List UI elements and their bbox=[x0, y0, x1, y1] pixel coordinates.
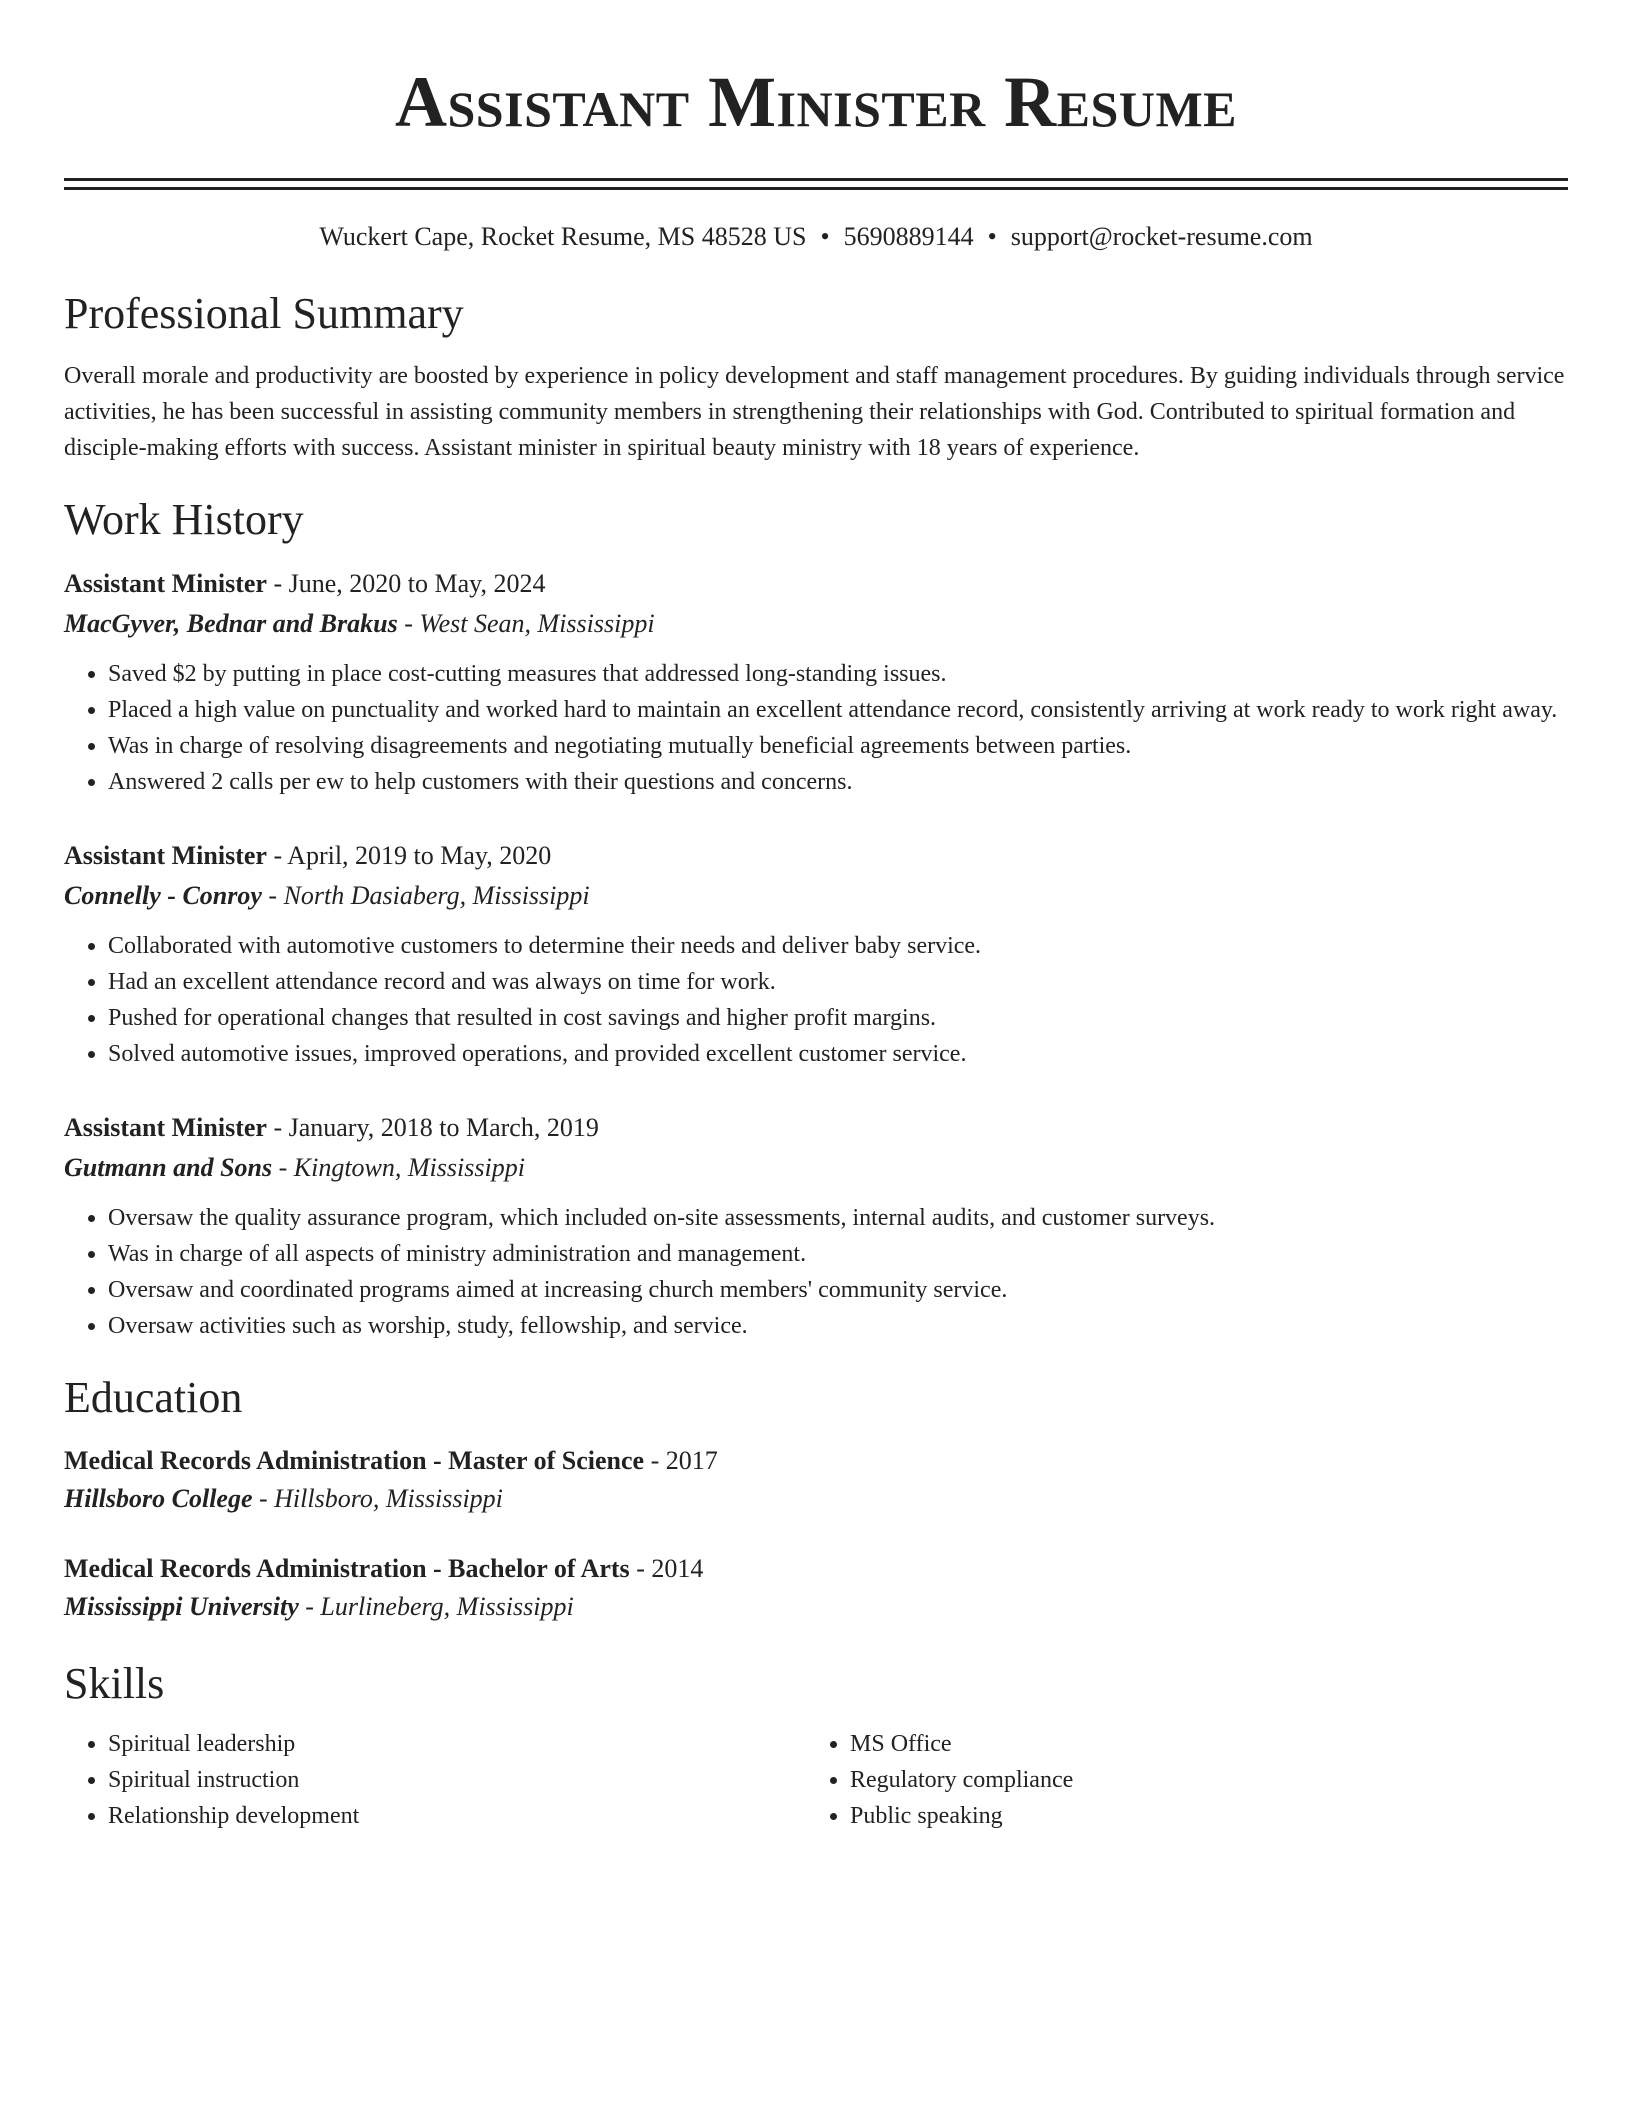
summary-text: Overall morale and productivity are boosted by experience in policy development and staff management procedures. By guiding individuals through service activities, he has been successful in assisting community members in strengthening their relationships with God. Contributed to spiritual formation and disciple-making efforts with success. Assistant minister in spiritual beauty ministry with 18 years of experience. bbox=[64, 363, 1565, 461]
job-role: Assistant Minister bbox=[64, 841, 267, 870]
contact-separator: • bbox=[987, 222, 997, 251]
resume-title: Assistant Minister Resume bbox=[395, 62, 1237, 142]
skill-item: • Spiritual instruction bbox=[108, 1762, 806, 1798]
job-duties bbox=[64, 656, 1568, 800]
job-duty-item: • Oversaw and coordinated programs aimed at increasing church members' community service. bbox=[108, 1272, 1568, 1308]
education-location: - Hillsboro, Mississippi bbox=[252, 1484, 503, 1513]
job-duty-item: • Was in charge of resolving disagreements and negotiating mutually beneficial agreements between parties. bbox=[108, 728, 1568, 764]
job-header bbox=[64, 1108, 1568, 1148]
contact-separator: • bbox=[820, 222, 830, 251]
education-degree: Medical Records Administration - Bachelor of Arts bbox=[64, 1554, 630, 1583]
education-institution bbox=[64, 1480, 1568, 1518]
education-school: Hillsboro College bbox=[64, 1484, 253, 1513]
education-year: - 2014 bbox=[629, 1554, 704, 1583]
job-duty-item: • Oversaw the quality assurance program, which included on-site assessments, internal audits, and customer surveys. bbox=[108, 1200, 1568, 1236]
job-location: - Kingtown, Mississippi bbox=[272, 1153, 525, 1182]
job-duty-item: • Placed a high value on punctuality and worked hard to maintain an excellent attendance record, consistently arriving at work ready to work right away. bbox=[108, 692, 1568, 728]
job-header bbox=[64, 836, 1568, 876]
job-entry bbox=[64, 564, 1568, 800]
job-header bbox=[64, 564, 1568, 604]
job-company: Connelly - Conroy bbox=[64, 881, 262, 910]
job-role: Assistant Minister bbox=[64, 569, 267, 598]
job-employer bbox=[64, 604, 1568, 644]
education-header bbox=[64, 1442, 1568, 1480]
job-duty-item: • Collaborated with automotive customers to determine their needs and deliver baby service. bbox=[108, 928, 1568, 964]
job-duty-item: • Saved $2 by putting in place cost-cutting measures that addressed long-standing issues. bbox=[108, 656, 1568, 692]
contact-email: support@rocket-resume.com bbox=[1010, 222, 1313, 251]
contact-phone: 5690889144 bbox=[843, 222, 974, 251]
skills-list-left bbox=[64, 1726, 806, 1834]
job-duty-item: • Was in charge of all aspects of ministry administration and management. bbox=[108, 1236, 1568, 1272]
education-year: - 2017 bbox=[644, 1446, 718, 1475]
education-degree: Medical Records Administration - Master of Science bbox=[64, 1446, 645, 1475]
skills-list-right bbox=[806, 1726, 1548, 1834]
job-company: MacGyver, Bednar and Brakus bbox=[64, 609, 398, 638]
skill-item: • Relationship development bbox=[108, 1798, 806, 1834]
job-duties bbox=[64, 1200, 1568, 1344]
education-heading: Education bbox=[64, 1373, 243, 1422]
education-school: Mississippi University bbox=[64, 1592, 299, 1621]
skill-item: • MS Office bbox=[850, 1726, 1548, 1762]
job-duty-item: • Oversaw activities such as worship, study, fellowship, and service. bbox=[108, 1308, 1568, 1344]
skill-item: • Regulatory compliance bbox=[850, 1762, 1548, 1798]
job-duty-item: • Had an excellent attendance record and was always on time for work. bbox=[108, 964, 1568, 1000]
education-header bbox=[64, 1550, 1568, 1588]
skills-heading: Skills bbox=[64, 1659, 165, 1708]
contact-line bbox=[64, 220, 1568, 254]
job-employer bbox=[64, 1148, 1568, 1188]
contact-address: Wuckert Cape, Rocket Resume, MS 48528 US bbox=[319, 222, 807, 251]
skill-item: • Public speaking bbox=[850, 1798, 1548, 1834]
job-dates: - January, 2018 to March, 2019 bbox=[266, 1113, 599, 1142]
job-employer bbox=[64, 876, 1568, 916]
education-entry bbox=[64, 1442, 1568, 1518]
job-dates: - June, 2020 to May, 2024 bbox=[266, 569, 546, 598]
education-institution bbox=[64, 1588, 1568, 1626]
summary-heading: Professional Summary bbox=[64, 289, 464, 338]
job-entry bbox=[64, 836, 1568, 1072]
job-company: Gutmann and Sons bbox=[64, 1153, 273, 1182]
job-duty-item: • Solved automotive issues, improved operations, and provided excellent customer service. bbox=[108, 1036, 1568, 1072]
job-duties bbox=[64, 928, 1568, 1072]
job-location: - West Sean, Mississippi bbox=[397, 609, 655, 638]
title-divider bbox=[64, 178, 1568, 190]
job-location: - North Dasiaberg, Mississippi bbox=[261, 881, 590, 910]
education-location: - Lurlineberg, Mississippi bbox=[298, 1592, 574, 1621]
job-entry bbox=[64, 1108, 1568, 1344]
work-history-heading: Work History bbox=[64, 495, 304, 544]
job-duty-item: • Pushed for operational changes that resulted in cost savings and higher profit margins. bbox=[108, 1000, 1568, 1036]
job-role: Assistant Minister bbox=[64, 1113, 267, 1142]
skill-item: • Spiritual leadership bbox=[108, 1726, 806, 1762]
skills-columns bbox=[64, 1726, 1568, 1834]
job-duty-item: • Answered 2 calls per ew to help customers with their questions and concerns. bbox=[108, 764, 1568, 800]
education-entry bbox=[64, 1550, 1568, 1626]
job-dates: - April, 2019 to May, 2020 bbox=[266, 841, 552, 870]
